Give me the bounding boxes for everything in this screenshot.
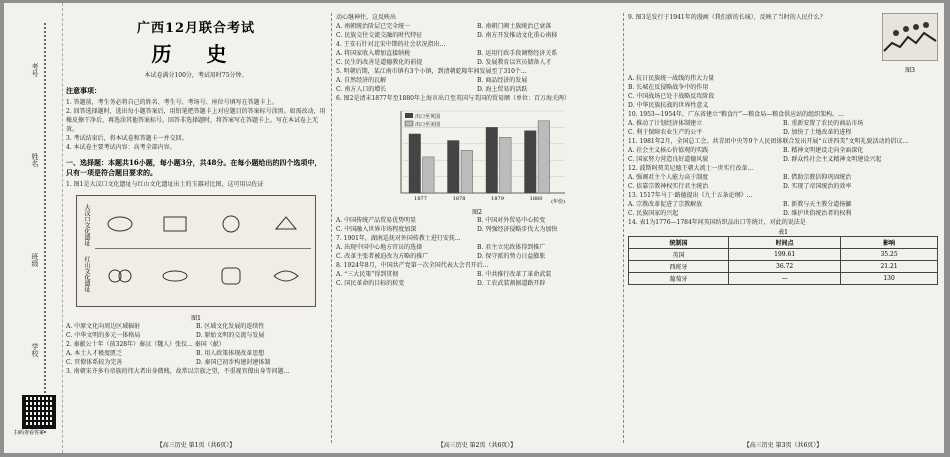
question-2: 2. 秦献公十年（前328年）秦汉（魏人）张仪... 秦国（献） xyxy=(66,341,225,348)
q4-option-d[interactable]: D. 发展教育以官员储备人才 xyxy=(477,59,552,66)
q8-option-a[interactable]: A. “三大民策”得到贯彻 xyxy=(336,271,399,278)
q9-option-b[interactable]: B. 长城在反侵略战争中的作用 xyxy=(628,84,709,91)
table-cell: 西班牙 xyxy=(629,261,729,273)
q6-option-a[interactable]: A. 中国传统产品贸易优势明显 xyxy=(336,217,417,224)
q4-options-row2 xyxy=(336,58,618,67)
question-5: 5. 明朝后期，某江南市镇有3个小镇，到清朝乾隆年间发展至了310个... xyxy=(336,68,527,75)
table-row xyxy=(629,273,938,285)
q4-option-b[interactable]: B. 运用行政手段调整经济关系 xyxy=(477,50,558,57)
jade-artifact-icon xyxy=(216,214,246,234)
q13-options-row2 xyxy=(628,209,938,218)
q7-option-a[interactable]: A. 出现中国中心地方官员的选择 xyxy=(336,244,423,251)
page-1-footer: 【高三历史 第1页（共6页）】 xyxy=(156,442,236,449)
q1-option-c[interactable]: C. 中华文明的多元一体格局 xyxy=(66,332,141,339)
table-row xyxy=(629,261,938,273)
notice-3: 3. 考试结束后，将本试卷和答题卡一并交回。 xyxy=(66,135,188,142)
chart-bar-us-1877 xyxy=(423,157,435,193)
column-divider xyxy=(623,13,624,443)
question-6: 6. 图2是清末1877年至1880年上海市出口至英国与美国的贸易额（单位：百万海关两） xyxy=(336,95,570,102)
q12-option-c[interactable]: C. 依靠宗教神权实行君主统治 xyxy=(628,183,709,190)
question-10: 10. 1953—1954年，广东省建立“粮食厅”—粮食局—粮食供应站的组织架构。... xyxy=(628,111,844,118)
figure-1 xyxy=(76,195,316,307)
table-cell: 130 xyxy=(841,273,938,285)
table-cell: 35.25 xyxy=(841,249,938,261)
chart-bar-uk-1877 xyxy=(409,134,421,193)
binding-label-class: 班级 xyxy=(31,253,39,267)
exam-intro: 本试卷满分100分，考试用时75分钟。 xyxy=(144,72,248,79)
q3-option-b[interactable]: B. 南朝门阀士族统治已衰落 xyxy=(477,23,552,30)
question-14: 14. 表1为1776—1784年间英国纺织品出口等统计，对此的说法是 xyxy=(628,219,806,226)
q11-option-c[interactable]: C. 国家努力营造良好道德风貌 xyxy=(628,156,709,163)
chart-title: 图2 xyxy=(472,209,482,216)
table-cell: — xyxy=(729,273,841,285)
q13-option-c[interactable]: C. 民族国家的兴起 xyxy=(628,210,679,217)
binding-label-exam-id: 考号 xyxy=(31,63,39,77)
notice-heading: 注意事项： xyxy=(66,86,101,95)
figure-1-row-a xyxy=(95,200,311,249)
figure-1-row-b xyxy=(95,252,311,300)
q2-option-b[interactable]: B. 用人政策体现改革思想 xyxy=(196,350,265,357)
page-1 xyxy=(66,3,326,453)
notice-2: 2. 回答选择题时，选出每小题答案后，用铅笔把答题卡上对应题目的答案标号涂黑。如需改动，用橡皮擦干净后，再选涂其他答案标号。回答非选择题时，将答案写在答题卡上。写在本试卷上无效。 xyxy=(66,108,326,133)
q5-options-row1 xyxy=(336,76,618,85)
column-divider xyxy=(331,13,332,443)
table-1 xyxy=(628,236,938,285)
binding-label-name: 姓名 xyxy=(31,153,39,167)
figure-1-row-label-b: 红山文化遗址 xyxy=(83,256,90,292)
q12-options-row1 xyxy=(628,173,938,182)
jade-artifact-icon xyxy=(160,266,190,286)
q13-option-d[interactable]: D. 维护世俗统治者的权利 xyxy=(783,210,852,217)
question-11: 11. 1981年2月，全国总工会、共青团中央等9个人民团体联合发出开展“五讲四美”文明礼貌活动的倡议... xyxy=(628,138,909,145)
q12-options-row2 xyxy=(628,182,938,191)
q10-option-a[interactable]: A. 推动了计划经济体制建立 xyxy=(628,120,703,127)
q7-option-b[interactable]: B. 君主立宪政体得到推广 xyxy=(477,244,546,251)
binding-dots xyxy=(44,23,46,433)
legend-swatch-us xyxy=(405,121,413,126)
q4-option-a[interactable]: A. 将国家收入增加直接纳税 xyxy=(336,50,411,57)
q2-options-row2 xyxy=(66,358,326,367)
q3-option-d[interactable]: D. 南方开发推动文化重心南移 xyxy=(477,32,558,39)
q12-option-d[interactable]: D. 实现了帝国统治的效率 xyxy=(783,183,852,190)
table-header-cell: 统制国 xyxy=(629,237,729,249)
legend-swatch-uk xyxy=(405,113,413,118)
figure-3 xyxy=(882,13,938,74)
binding-label-school: 学校 xyxy=(31,343,39,357)
q10-option-d[interactable]: D. 加快了土地改革的进程 xyxy=(783,129,852,136)
q2-option-d[interactable]: D. 秦国已初步构建封建体制 xyxy=(196,359,271,366)
q6-options-row1 xyxy=(336,216,618,225)
q11-option-b[interactable]: B. 精神文明建设走向全面深化 xyxy=(783,147,864,154)
question-4: 4. 王安石针对北宋中期的社会状况指出... xyxy=(336,41,446,48)
q11-option-a[interactable]: A. 社会主义核心价值观的实践 xyxy=(628,147,709,154)
page-3 xyxy=(628,3,938,453)
chart-x-tick-label: 1877 xyxy=(414,196,427,202)
q11-options-row1 xyxy=(628,146,938,155)
question-13: 13. 1517年马丁·路德提出《九十五条论纲》... xyxy=(628,192,753,199)
q10-option-b[interactable]: B. 重新安置了农民的商品市场 xyxy=(783,120,864,127)
exam-title: 广西12月联合考试 xyxy=(136,21,256,36)
q4-options-row1 xyxy=(336,49,618,58)
table-cell: 英国 xyxy=(629,249,729,261)
legend-label-us: 出口至美国 xyxy=(415,122,441,128)
q9-option-c[interactable]: C. 中国战场已处于战略反攻阶段 xyxy=(628,93,715,100)
table-cell: 36.72 xyxy=(729,261,841,273)
q10-options-row1 xyxy=(628,119,938,128)
jade-artifact-icon xyxy=(105,266,135,286)
q12-option-a[interactable]: A. 强调君主个人能力高于制度 xyxy=(628,174,709,181)
figure-3-caption: 图3 xyxy=(905,67,915,74)
q7-options-row1 xyxy=(336,243,618,252)
table-header-cell: 影响 xyxy=(841,237,938,249)
section-heading: 一、选择题：本题共16小题，每小题3分，共48分。在每小题给出的四个选项中，只有一项是符合题目要求的。 xyxy=(66,158,322,177)
q6-option-c[interactable]: C. 中国融入世界市场程度加深 xyxy=(336,226,417,233)
q5-option-b[interactable]: B. 商品经济的发展 xyxy=(477,77,528,84)
q13-option-a[interactable]: A. 宗教改革促进了宗教解放 xyxy=(628,201,703,208)
q3-options-row1 xyxy=(336,22,618,31)
q2-options-row1 xyxy=(66,349,326,358)
table-1-title: 表1 xyxy=(778,229,788,236)
q13-option-b[interactable]: B. 新教与天主教分道扬镳 xyxy=(783,201,852,208)
chart-bar-uk-1880 xyxy=(525,131,537,193)
question-3-tail: 动心继神往，这反映出 xyxy=(336,14,397,21)
q5-options-row2 xyxy=(336,85,618,94)
page-3-footer: 【高三历史 第3页（共6页）】 xyxy=(743,442,823,449)
great-wall-cartoon-image xyxy=(882,13,938,61)
table-header-cell: 时间点 xyxy=(729,237,841,249)
chart-bar-uk-1879 xyxy=(486,127,498,193)
figure-1-row-label-a: 大汶口文化遗址 xyxy=(83,204,90,246)
q3-option-c[interactable]: C. 民族交往交流交融的时代特征 xyxy=(336,32,423,39)
question-9-block xyxy=(628,13,938,74)
chart-x-axis-label: (年份) xyxy=(551,199,565,205)
page-2-footer: 【高三历史 第2页（共6页）】 xyxy=(437,442,517,449)
chart-bar-us-1880 xyxy=(538,121,550,193)
chart-x-tick-label: 1878 xyxy=(452,196,466,202)
notice-4: 4. 本试卷主要考试内容：高考全部内容。 xyxy=(66,144,176,151)
table-header-row xyxy=(629,237,938,249)
q8-option-b[interactable]: B. 中共推行改革了革命武装 xyxy=(477,271,552,278)
trade-bar-chart xyxy=(377,107,577,207)
q13-options-row1 xyxy=(628,200,938,209)
q9-option-d[interactable]: D. 中华民族抗战的世界性意义 xyxy=(628,102,709,109)
q9-option-a[interactable]: A. 抗日民族统一战线的伟大力量 xyxy=(628,75,715,82)
question-1: 1. 图1是大汶口文化遗址与红山文化遗址出土的玉器对比图，这可用以佐证 xyxy=(66,181,264,188)
jade-artifact-icon xyxy=(105,214,135,234)
qr-code[interactable] xyxy=(22,395,56,429)
q1-options-row1 xyxy=(66,322,326,331)
chart-bar-uk-1878 xyxy=(448,141,460,193)
q7-options-row2 xyxy=(336,252,618,261)
exam-sheet xyxy=(4,3,944,453)
q6-options-row2 xyxy=(336,225,618,234)
q8-option-d[interactable]: D. 工农武装割据道路开辟 xyxy=(477,280,546,287)
qr-caption: 扫码查看答案 xyxy=(14,430,45,436)
binding-strip xyxy=(4,3,63,453)
table-cell: 21.21 xyxy=(841,261,938,273)
q8-options-row1 xyxy=(336,270,618,279)
q6-option-d[interactable]: D. 列强经济侵略步伐大为加快 xyxy=(477,226,558,233)
q1-option-a[interactable]: A. 中原文化向周边区域辐射 xyxy=(66,323,141,330)
q5-option-a[interactable]: A. 自然经济的瓦解 xyxy=(336,77,387,84)
q1-option-b[interactable]: B. 区域文化发展的连续性 xyxy=(196,323,265,330)
q10-options-row2 xyxy=(628,128,938,137)
page-2 xyxy=(336,3,618,453)
q7-option-d[interactable]: D. 保守派的势力日益膨胀 xyxy=(477,253,546,260)
notice-1: 1. 答题前，考生务必将自己的姓名、考生号、考场号、座位号填写在答题卡上。 xyxy=(66,99,278,106)
q3-options-row2 xyxy=(336,31,618,40)
q2-option-a[interactable]: A. 本土人才极度匮乏 xyxy=(66,350,123,357)
q6-option-b[interactable]: B. 中国对外贸易中心转变 xyxy=(477,217,546,224)
q2-option-c[interactable]: C. 官僚体系较为完善 xyxy=(66,359,123,366)
chart-bar-us-1879 xyxy=(500,137,512,193)
legend-label-uk: 出口至英国 xyxy=(415,114,441,120)
q11-options-row2 xyxy=(628,155,938,164)
exam-subject: 历 史 xyxy=(151,42,241,66)
question-8: 8. 1924年8月，中国共产党第一次全国代表大会召开后... xyxy=(336,262,489,269)
chart-bar-us-1878 xyxy=(461,150,473,193)
q8-option-c[interactable]: C. 国民革命的目标的转变 xyxy=(336,280,405,287)
jade-artifact-icon xyxy=(160,214,190,234)
q5-option-c[interactable]: C. 南方人口的增长 xyxy=(336,86,387,93)
q11-option-d[interactable]: D. 群众性社会主义精神文明建设兴起 xyxy=(783,156,882,163)
table-cell: 葡萄牙 xyxy=(629,273,729,285)
q4-option-c[interactable]: C. 民生的改善是道德教化的前提 xyxy=(336,59,423,66)
q10-option-c[interactable]: C. 利于保障农业生产的公平 xyxy=(628,129,703,136)
q5-option-d[interactable]: D. 海上贸易的活跃 xyxy=(477,86,528,93)
q12-option-b[interactable]: B. 借助宗教信仰巩固统治 xyxy=(783,174,852,181)
q3-option-a[interactable]: A. 南朝统治阶层已完全统一 xyxy=(336,23,411,30)
chart-x-tick-label: 1879 xyxy=(491,196,504,202)
question-12: 12. 波斯阿契美尼德王朝大流士一世实行改革... xyxy=(628,165,754,172)
chart-x-tick-label: 1880 xyxy=(529,196,543,202)
q8-options-row2 xyxy=(336,279,618,288)
figure-1-caption: 图1 xyxy=(191,315,201,322)
question-3: 3. 南朝宋齐多有帝族的伟大者出身微贱，故常以宗族之望，不重视官僚出身等问题... xyxy=(66,368,290,375)
jade-artifact-icon xyxy=(271,214,301,234)
table-cell: 199.61 xyxy=(729,249,841,261)
jade-artifact-icon xyxy=(216,266,246,286)
q7-option-c[interactable]: C. 改革主张者被迫改为方略的推广 xyxy=(336,253,429,260)
jade-artifact-icon xyxy=(271,266,301,286)
q1-option-d[interactable]: D. 原始文明的交流与发展 xyxy=(196,332,265,339)
question-7: 7. 1901年，湖南巡抚对外国传教士进行安抚... xyxy=(336,235,461,242)
q1-options-row2 xyxy=(66,331,326,340)
question-9: 9. 图3是发行于1941年的漫画（我们新的长城），反映了当时的人民什么？ xyxy=(628,14,826,21)
table-row xyxy=(629,249,938,261)
